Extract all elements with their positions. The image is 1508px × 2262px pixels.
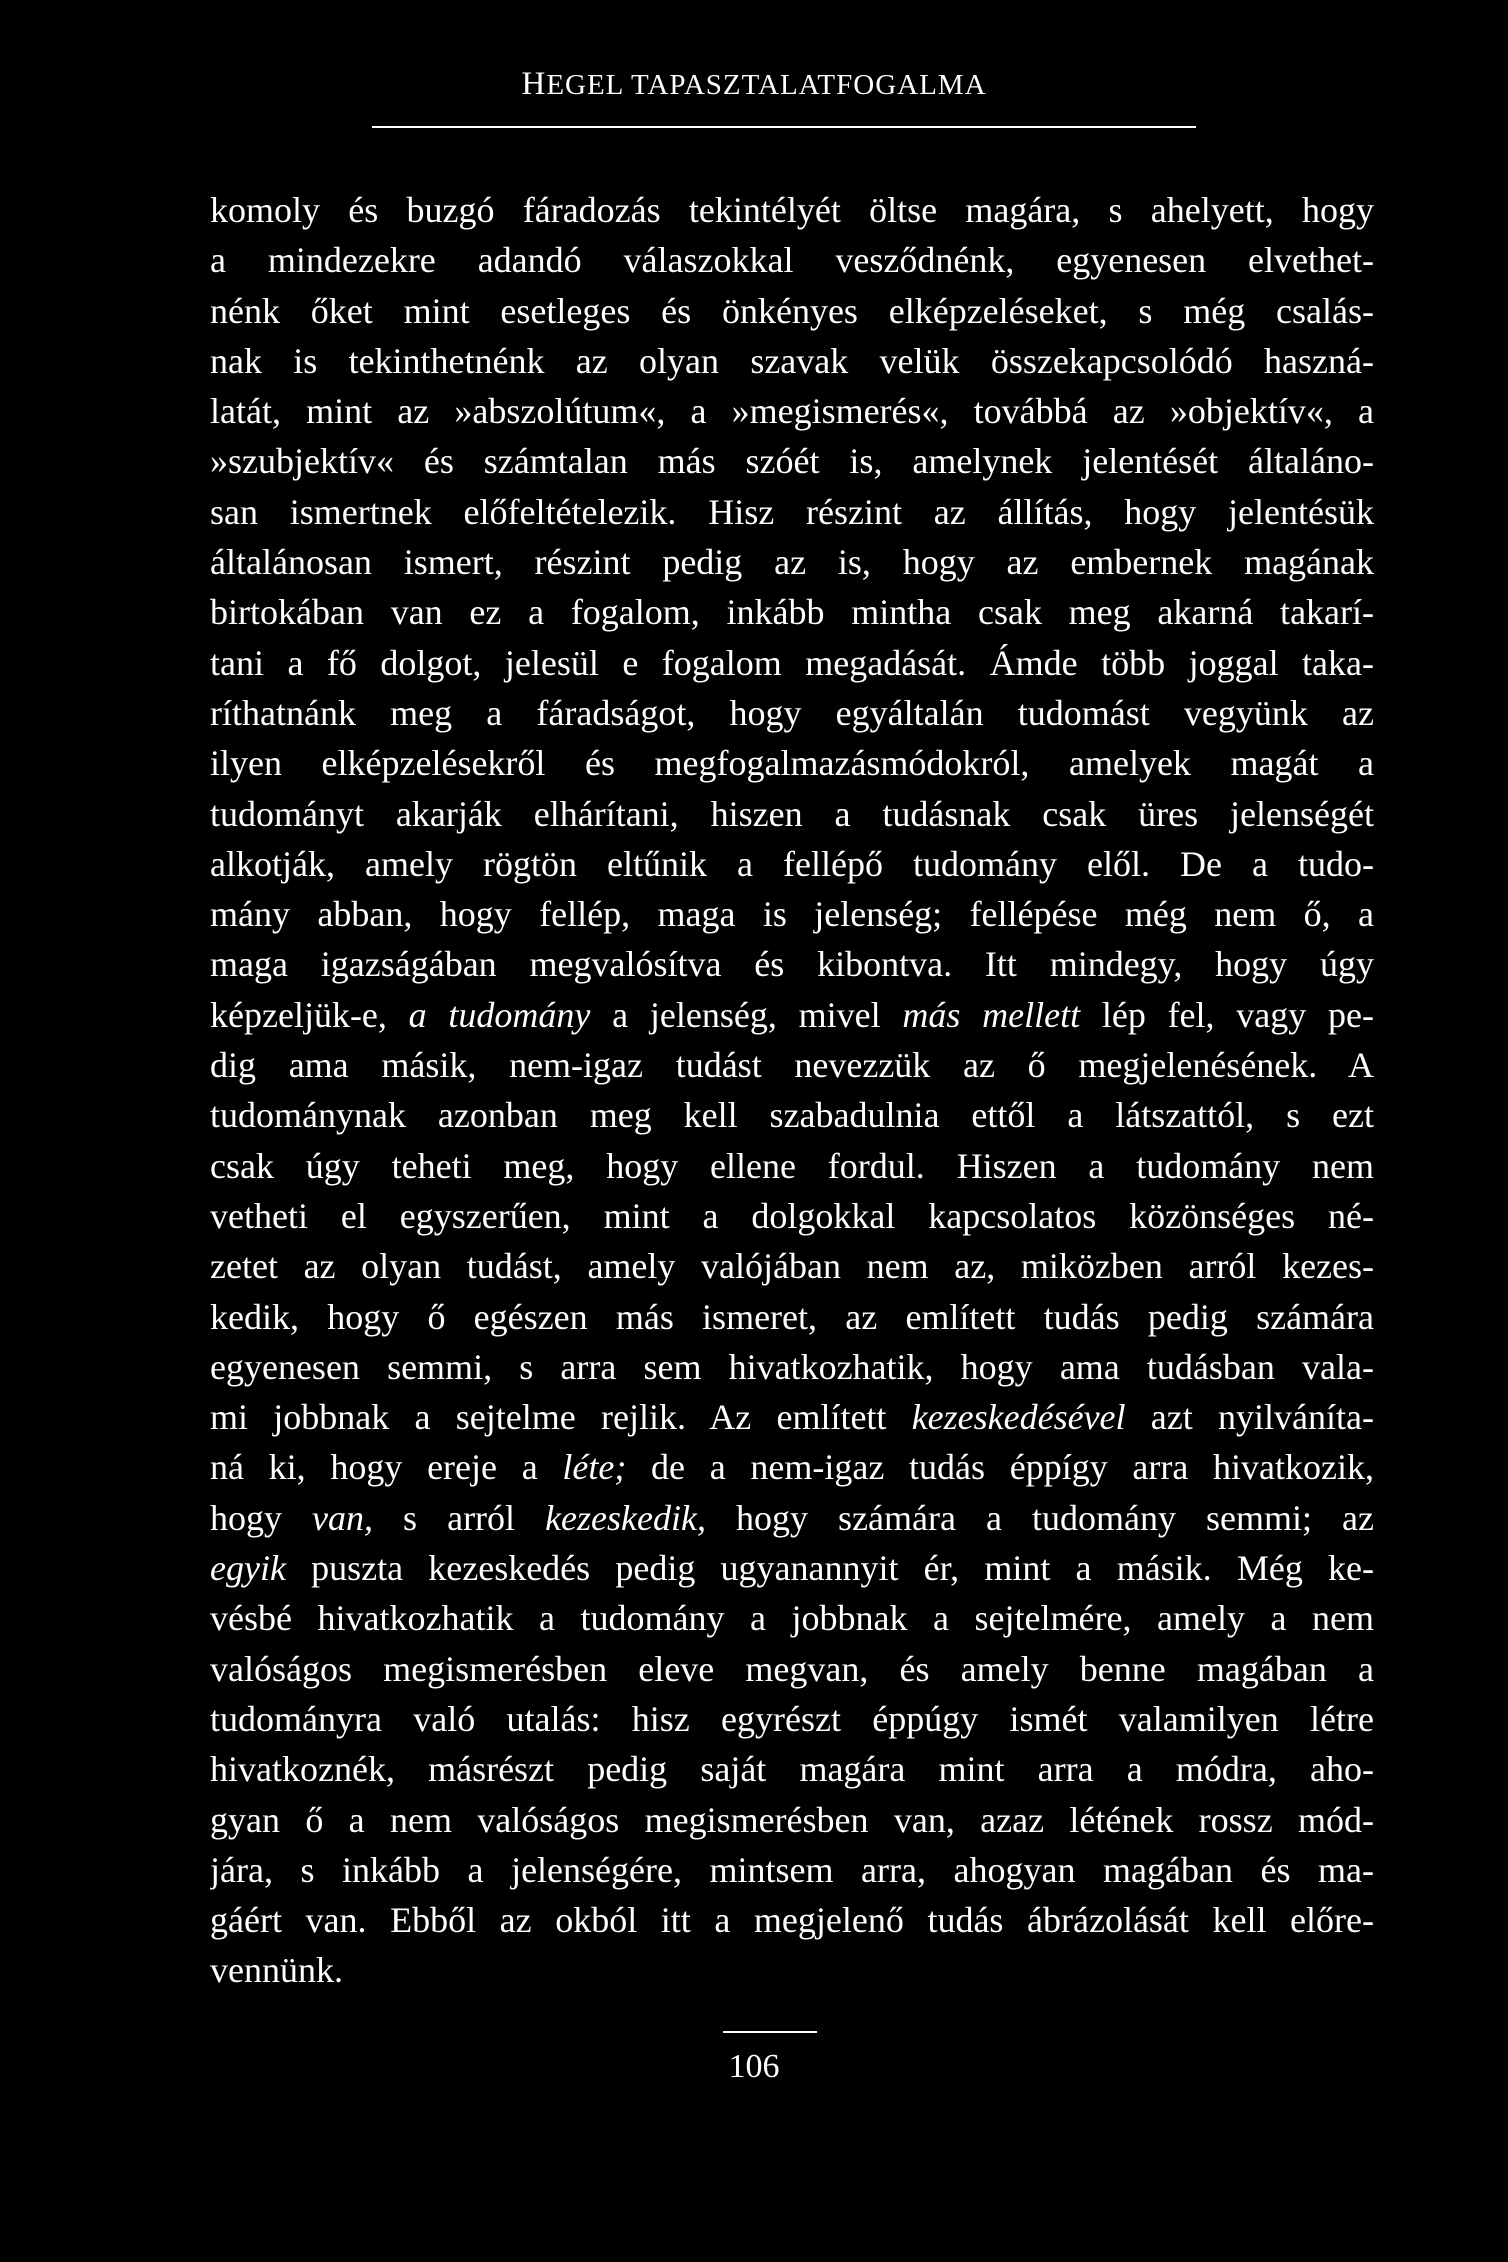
text-line: [210, 286, 1374, 336]
text-run: hogy: [210, 1497, 313, 1538]
text-run: tudománynak azonban meg kell szabadulnia ettől a látszattól, s ezt: [210, 1095, 1374, 1136]
text-run: tudományt akarják elhárítani, hiszen a tudásnak csak üres jelenségét: [210, 793, 1374, 834]
text-line: [210, 1191, 1374, 1241]
text-run: csak úgy teheti meg, hogy ellene fordul. Hiszen a tudomány nem: [210, 1145, 1374, 1186]
text-run: lép fel, vagy pe-: [1080, 994, 1374, 1035]
text-line: [210, 1744, 1374, 1794]
text-line: [210, 1945, 1374, 1995]
text-line: [210, 537, 1374, 587]
text-run: a mindezekre adandó válaszokkal vesződnénk, egyenesen elvethet-: [210, 240, 1374, 281]
text-run: nak is tekinthetnénk az olyan szavak velük összekapcsolódó haszná-: [210, 340, 1374, 381]
text-run: komoly és buzgó fáradozás tekintélyét öltse magára, s ahelyett, hogy: [210, 190, 1374, 230]
text-run: s arról: [373, 1497, 546, 1538]
text-line: [210, 1644, 1374, 1694]
text-run: birtokában van ez a fogalom, inkább mintha csak meg akarná takarí-: [210, 592, 1374, 633]
text-line: [210, 638, 1374, 688]
footer-rule: [723, 2031, 817, 2033]
text-line: [210, 487, 1374, 537]
text-run: képzeljük-e,: [210, 994, 409, 1035]
text-line: [210, 738, 1374, 788]
text-run: zetet az olyan tudást, amely valójában nem az, miközben arról kezes-: [210, 1246, 1374, 1287]
running-head-rest: EGEL TAPASZTALATFOGALMA: [546, 69, 987, 101]
text-run: mány abban, hogy fellép, maga is jelenség; fellépése még nem ő, a: [210, 894, 1374, 935]
text-run: vetheti el egyszerűen, mint a dolgokkal kapcsolatos közönséges né-: [210, 1195, 1374, 1236]
text-run: gáért van. Ebből az okból itt a megjelenő tudás ábrázolását kell előre-: [210, 1900, 1374, 1941]
text-run: ilyen elképzelésekről és megfogalmazásmódokról, amelyek magát a: [210, 743, 1374, 784]
text-line: [210, 1141, 1374, 1191]
text-run: puszta kezeskedés pedig ugyanannyit ér, mint a másik. Még ke-: [285, 1548, 1374, 1589]
text-line: [210, 1241, 1374, 1291]
page-number: 106: [728, 2048, 780, 2085]
text-line: [210, 1392, 1374, 1442]
text-line: [210, 789, 1374, 839]
text-run: tani a fő dolgot, jelesül e fogalom megadását. Ámde több joggal taka-: [210, 642, 1374, 683]
text-run: mi jobbnak a sejtelme rejlik. Az említett: [210, 1397, 912, 1438]
text-run: »szubjektív« és számtalan más szóét is, amelynek jelentését általáno-: [210, 441, 1374, 482]
text-line: [210, 688, 1374, 738]
text-line: [210, 587, 1374, 637]
emphasis: egyik: [210, 1548, 286, 1589]
text-run: azt nyilváníta-: [1125, 1397, 1374, 1438]
text-run: vésbé hivatkozhatik a tudomány a jobbnak a sejtelmére, amely a nem: [210, 1598, 1374, 1639]
text-line: [210, 1694, 1374, 1744]
text-run: tudományra való utalás: hisz egyrészt éppúgy ismét valamilyen létre: [210, 1698, 1374, 1739]
text-run: valóságos megismerésben eleve megvan, és amely benne magában a: [210, 1648, 1374, 1689]
text-run: maga igazságában megvalósítva és kibontva. Itt mindegy, hogy úgy: [210, 944, 1374, 985]
text-run: de a nem-igaz tudás éppígy arra hivatkozik,: [626, 1447, 1374, 1488]
running-head: [0, 66, 1508, 103]
body-text: [210, 185, 1374, 1996]
header-rule: [372, 126, 1196, 128]
text-line: [210, 1543, 1374, 1593]
text-run: alkotják, amely rögtön eltűnik a fellépő tudomány elől. De a tudo-: [210, 843, 1374, 884]
text-line: [210, 185, 1374, 235]
emphasis: léte;: [562, 1447, 627, 1488]
text-run: hogy számára a tudomány semmi; az: [705, 1497, 1374, 1538]
text-run: nénk őket mint esetleges és önkényes elképzeléseket, s még csalás-: [210, 290, 1374, 331]
emphasis: más mellett: [902, 994, 1081, 1035]
text-run: san ismertnek előfeltételezik. Hisz részint az állítás, hogy jelentésük: [210, 491, 1374, 532]
text-run: jára, s inkább a jelenségére, mintsem arra, ahogyan magában és ma-: [210, 1849, 1374, 1890]
text-line: [210, 235, 1374, 285]
text-line: [210, 386, 1374, 436]
text-line: [210, 1493, 1374, 1543]
text-run: latát, mint az »abszolútum«, a »megismerés«, továbbá az »objektív«, a: [210, 391, 1374, 432]
text-line: [210, 1895, 1374, 1945]
text-line: [210, 990, 1374, 1040]
text-run: hivatkoznék, másrészt pedig saját magára mint arra a módra, aho-: [210, 1749, 1374, 1790]
text-line: [210, 1845, 1374, 1895]
text-run: általánosan ismert, részint pedig az is, hogy az embernek magának: [210, 542, 1374, 583]
text-line: [210, 839, 1374, 889]
text-run: gyan ő a nem valóságos megismerésben van, azaz létének rossz mód-: [210, 1799, 1374, 1840]
text-run: egyenesen semmi, s arra sem hivatkozhatik, hogy ama tudásban vala-: [210, 1346, 1374, 1387]
text-line: [210, 1090, 1374, 1140]
running-head-initial: H: [521, 66, 547, 102]
text-line: [210, 939, 1374, 989]
text-line: [210, 1040, 1374, 1090]
text-run: dig ama másik, nem-igaz tudást nevezzük az ő megjelenésének. A: [210, 1045, 1374, 1086]
text-run: vennünk.: [210, 1950, 343, 1991]
emphasis: van,: [312, 1497, 374, 1538]
text-line: [210, 1795, 1374, 1845]
text-line: [210, 436, 1374, 486]
emphasis: a tudomány: [408, 994, 591, 1035]
emphasis: kezeskedésével: [911, 1397, 1126, 1438]
text-line: [210, 1292, 1374, 1342]
text-line: [210, 1442, 1374, 1492]
text-run: ná ki, hogy ereje a: [210, 1447, 563, 1488]
text-line: [210, 1593, 1374, 1643]
text-run: kedik, hogy ő egészen más ismeret, az említett tudás pedig számára: [210, 1296, 1374, 1337]
text-line: [210, 889, 1374, 939]
text-line: [210, 1342, 1374, 1392]
text-line: [210, 336, 1374, 386]
emphasis: kezeskedik,: [545, 1497, 706, 1538]
text-run: ríthatnánk meg a fáradságot, hogy egyáltalán tudomást vegyünk az: [210, 692, 1374, 733]
text-run: a jelenség, mivel: [590, 994, 903, 1035]
